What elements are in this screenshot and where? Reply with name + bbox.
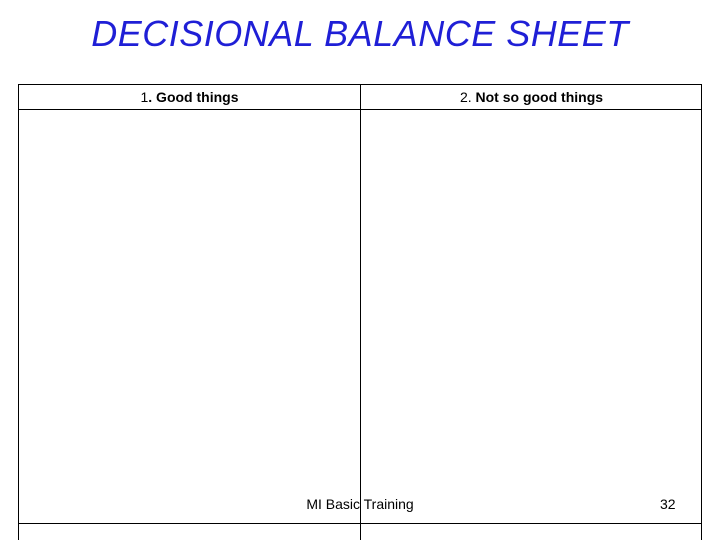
column-number: 2. <box>459 89 476 105</box>
column-label: Not so good things <box>475 89 604 105</box>
column-number: 1 <box>140 89 149 105</box>
column-divider <box>360 85 361 540</box>
row-divider <box>19 523 701 524</box>
page-title: DECISIONAL BALANCE SHEET <box>91 13 629 54</box>
column-label: . Good things <box>148 89 239 105</box>
column-header-not-so-good-things <box>361 85 702 110</box>
column-header-good-things <box>19 85 360 110</box>
footer-text: MI Basic Training <box>306 496 414 512</box>
balance-table <box>18 84 702 540</box>
page-number: 32 <box>660 496 676 512</box>
